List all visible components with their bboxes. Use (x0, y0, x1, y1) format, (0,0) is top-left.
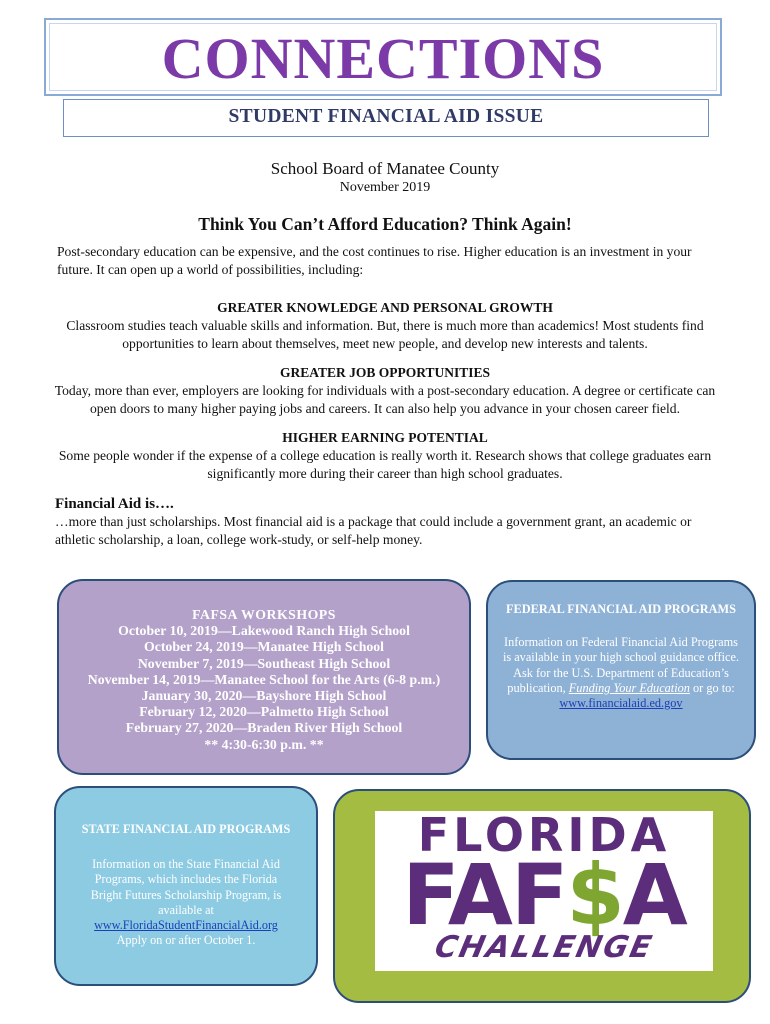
workshop-item: February 12, 2020—Palmetto High School (139, 704, 389, 720)
masthead (44, 18, 722, 96)
state-aid-apply: Apply on or after October 1. (116, 933, 256, 948)
section-body-earnings: Some people wonder if the expense of a college education is really worth it. Research shows that college graduates earn significantly more during their career than high school graduates. (58, 448, 712, 481)
dollar-sign-icon: $ (566, 846, 623, 944)
federal-aid-title: FEDERAL FINANCIAL AID PROGRAMS (506, 602, 736, 616)
workshop-time: ** 4:30-6:30 p.m. ** (204, 736, 324, 752)
state-aid-title: STATE FINANCIAL AID PROGRAMS (81, 822, 291, 836)
section-title-jobs: GREATER JOB OPPORTUNITIES (279, 365, 491, 380)
issue-date: November 2019 (339, 180, 431, 195)
federal-aid-text (502, 635, 740, 711)
article-headline: Think You Can’t Afford Education? Think Again! (198, 214, 572, 234)
logo-faf: FAF (402, 846, 567, 944)
publication-title: Funding Your Education (568, 680, 690, 695)
organization-name: School Board of Manatee County (270, 159, 500, 178)
workshop-item: October 24, 2019—Manatee High School (143, 639, 385, 655)
section-body-knowledge: Classroom studies teach valuable skills and information. But, there is much more than academics! Most students find opportunities to learn about themselves, meet new people, and develop new interests and talents. (66, 318, 704, 351)
financial-aid-body: …more than just scholarships. Most financial aid is a package that could include a government grant, an academic or athletic scholarship, a loan, college work-study, or self-help money. (55, 514, 692, 547)
financialaid-link[interactable]: www.financialaid.ed.gov (559, 696, 683, 711)
logo-a: A (622, 846, 686, 944)
fafsa-workshops-box (57, 579, 471, 775)
issue-subtitle: STUDENT FINANCIAL AID ISSUE (228, 106, 544, 127)
intro-paragraph: Post-secondary education can be expensive, and the cost continues to rise. Higher education is an investment in your future. It can open up a world of possibilities, including: (57, 244, 692, 277)
logo-florida-text: FLORIDA (417, 811, 671, 862)
workshop-item: February 27, 2020—Braden River High School (125, 720, 403, 736)
workshop-item: November 14, 2019—Manatee School for the Arts (6-8 p.m.) (87, 671, 441, 687)
fafsa-challenge-logo-box (333, 789, 751, 1003)
issue-banner (63, 99, 709, 137)
state-aid-info: Information on the State Financial Aid Programs, which includes the Florida Bright Futures Scholarship Program, is available at (90, 857, 282, 917)
state-aid-box (54, 786, 318, 986)
workshop-item: January 30, 2020—Bayshore High School (141, 688, 387, 704)
fafsa-workshops-title: FAFSA WORKSHOPS (192, 607, 336, 622)
florida-aid-link[interactable]: www.FloridaStudentFinancialAid.org (94, 918, 278, 933)
newsletter-title: CONNECTIONS (161, 26, 605, 91)
federal-aid-box (486, 580, 756, 760)
section-body-jobs: Today, more than ever, employers are looking for individuals with a post-secondary education. A degree or certificate can open doors to many higher paying jobs and careers. It can also help you advance in your chosen career field. (54, 383, 716, 416)
workshop-item: October 10, 2019—Lakewood Ranch High School (118, 623, 410, 639)
section-title-earnings: HIGHER EARNING POTENTIAL (282, 430, 488, 445)
logo-fafsa-text (375, 846, 713, 944)
federal-aid-goto: or go to: (693, 680, 735, 695)
financial-aid-heading: Financial Aid is…. (55, 496, 174, 512)
section-title-knowledge: GREATER KNOWLEDGE AND PERSONAL GROWTH (217, 300, 553, 315)
florida-fafsa-challenge-logo (375, 811, 713, 971)
logo-challenge-text: CHALLENGE (431, 930, 657, 965)
federal-aid-info: Information on Federal Financial Aid Programs is available in your high school guidance office. Ask for the U.S. Department of Education’s publication, (502, 635, 740, 695)
workshop-item: November 7, 2019—Southeast High School (137, 655, 391, 671)
